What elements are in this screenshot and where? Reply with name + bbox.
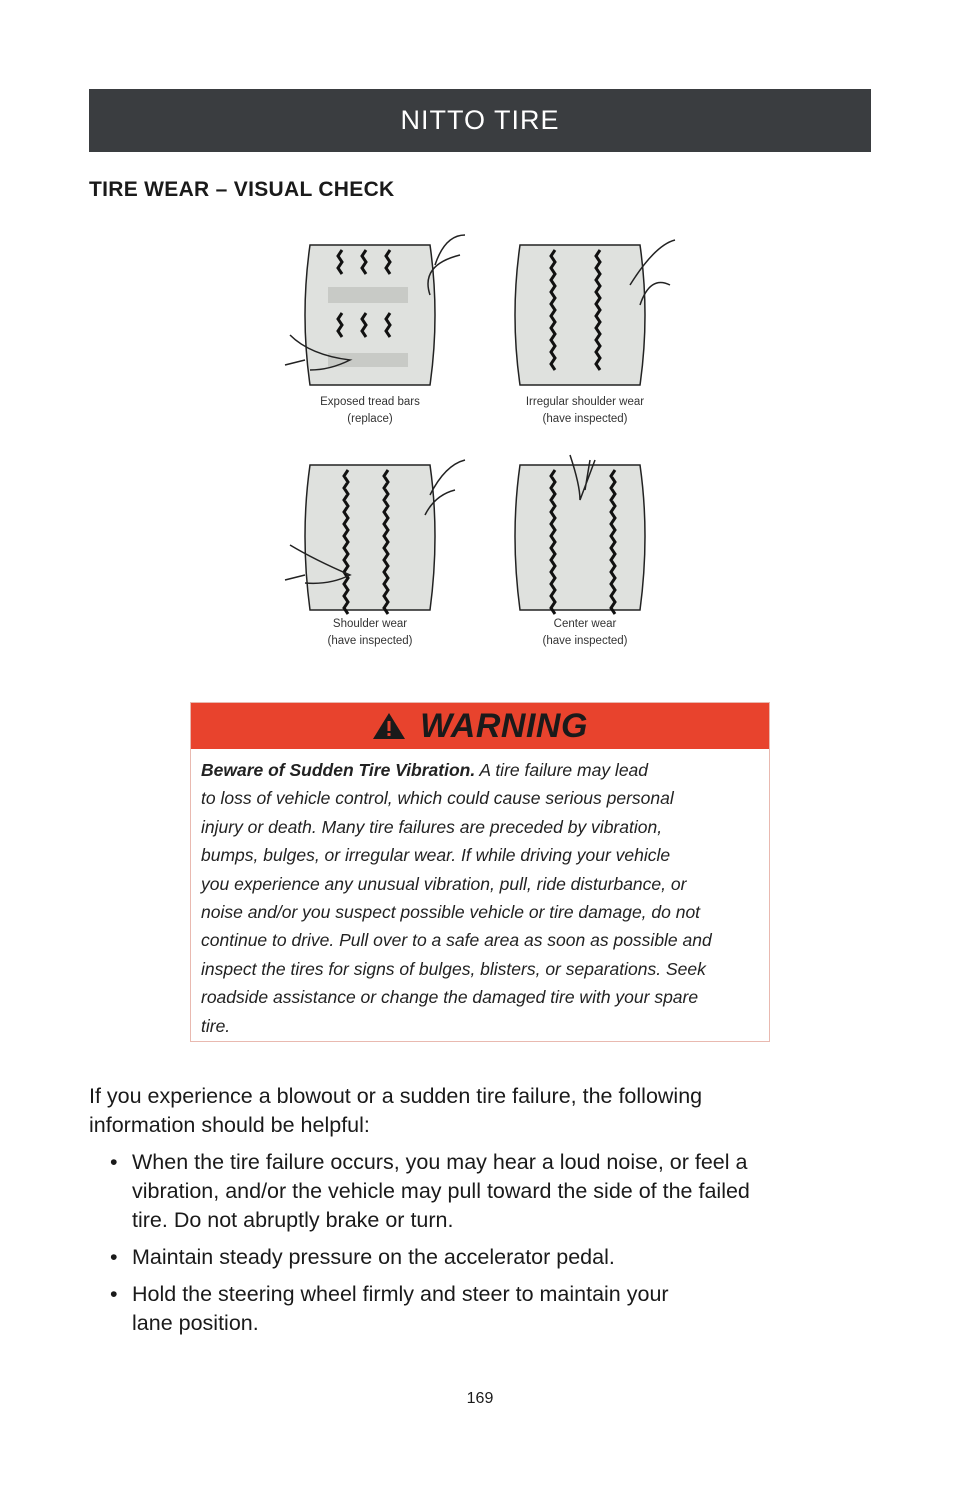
intro-paragraph bbox=[89, 1082, 849, 1140]
list-item bbox=[110, 1280, 860, 1338]
header-bar bbox=[89, 89, 871, 152]
tire-panel-center-wear bbox=[515, 455, 645, 647]
caption-2-line2: (have inspected) bbox=[542, 413, 628, 425]
bullet-3-line-1: Hold the steering wheel firmly and steer to maintain your bbox=[132, 1282, 669, 1306]
warning-line-3: injury or death. Many tire failures are preceded by vibration, bbox=[201, 816, 663, 837]
warning-line-8: inspect the tires for signs of bulges, blisters, or separations. Seek bbox=[201, 958, 706, 979]
tire-panel-exposed-tread-bars bbox=[285, 235, 465, 425]
bullet-icon: • bbox=[110, 1150, 118, 1174]
warning-banner bbox=[191, 703, 769, 749]
bullet-2-line-1: Maintain steady pressure on the accelerator pedal. bbox=[132, 1245, 615, 1269]
section-title: TIRE WEAR – VISUAL CHECK bbox=[89, 178, 395, 201]
tire-wear-illustration bbox=[270, 225, 690, 665]
intro-line-1: If you experience a blowout or a sudden tire failure, the following bbox=[89, 1084, 703, 1108]
caption-3-line1: Shoulder wear bbox=[332, 618, 408, 630]
caption-4-line2: (have inspected) bbox=[542, 635, 628, 647]
caption-3-line2: (have inspected) bbox=[327, 635, 413, 647]
bullet-1-line-2: vibration, and/or the vehicle may pull toward the side of the failed bbox=[132, 1179, 750, 1203]
warning-line-6: noise and/or you suspect possible vehicle or tire damage, do not bbox=[201, 902, 701, 923]
warning-line-7: continue to drive. Pull over to a safe area as soon as possible and bbox=[201, 930, 712, 951]
warning-line-10: tire. bbox=[201, 1015, 231, 1036]
warning-heading: WARNING bbox=[420, 706, 588, 745]
warning-text bbox=[191, 749, 769, 1040]
bullet-icon: • bbox=[110, 1282, 118, 1306]
page-number: 169 bbox=[466, 1390, 494, 1407]
warning-line-4: bumps, bulges, or irregular wear. If while driving your vehicle bbox=[201, 845, 671, 866]
advice-list bbox=[110, 1148, 860, 1346]
list-item bbox=[110, 1148, 860, 1235]
tire-panel-shoulder-wear bbox=[285, 460, 465, 647]
caption-2-line1: Irregular shoulder wear bbox=[525, 396, 645, 408]
caption-1-line2: (replace) bbox=[347, 413, 393, 425]
warning-line-9: roadside assistance or change the damaged tire with your spare bbox=[201, 987, 699, 1008]
bullet-1-line-1: When the tire failure occurs, you may hear a loud noise, or feel a bbox=[132, 1150, 748, 1174]
header-title: NITTO TIRE bbox=[400, 105, 560, 135]
caption-4-line1: Center wear bbox=[553, 618, 617, 630]
bullet-1-line-3: tire. Do not abruptly brake or turn. bbox=[132, 1208, 454, 1232]
bullet-3-line-2: lane position. bbox=[132, 1311, 259, 1335]
bullet-icon: • bbox=[110, 1245, 118, 1269]
tire-panel-irregular-shoulder-wear bbox=[515, 240, 675, 425]
tire-wear-figure bbox=[270, 225, 690, 665]
intro-line-2: information should be helpful: bbox=[89, 1113, 370, 1137]
warning-line-2: to loss of vehicle control, which could cause serious personal bbox=[201, 788, 674, 809]
warning-lead: Beware of Sudden Tire Vibration. bbox=[201, 760, 476, 780]
caption-1-line1: Exposed tread bars bbox=[320, 396, 420, 408]
warning-box bbox=[190, 702, 770, 1042]
list-item bbox=[110, 1243, 860, 1272]
warning-triangle-icon bbox=[372, 711, 406, 741]
warning-line-5: you experience any unusual vibration, pull, ride disturbance, or bbox=[201, 873, 687, 894]
warning-line-1: A tire failure may lead bbox=[475, 760, 649, 780]
